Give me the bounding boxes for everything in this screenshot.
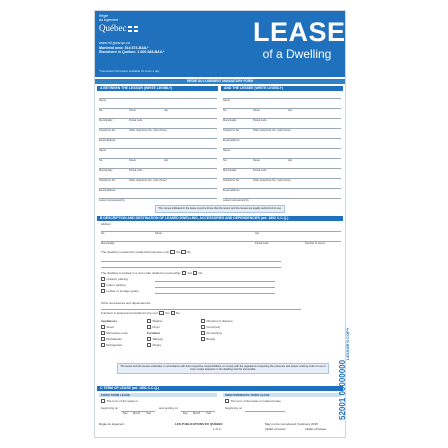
lessor-email-label: Email address	[99, 139, 116, 142]
quebec-wordmark: Québec	[99, 23, 127, 33]
lessee-telephone-label: Telephone No.	[223, 129, 240, 132]
lessee-name-field[interactable]	[223, 98, 341, 99]
lessor-email-2-field[interactable]	[99, 188, 217, 189]
coownership-yes-checkbox[interactable]	[182, 271, 186, 275]
coownership-text: The dwelling is located in a unit under divided co-ownership.	[101, 271, 182, 275]
armchair-checkbox[interactable]	[201, 331, 205, 335]
couch-checkbox[interactable]	[201, 325, 205, 329]
indeterminate-start-date-field[interactable]	[245, 411, 285, 412]
automated-notice: *Automated information available 24 hours a day	[99, 69, 160, 73]
mandatory-form-banner: RÉGIE DU LOGEMENT MANDATORY FORM	[95, 79, 345, 84]
armchair-row	[201, 331, 222, 335]
indeterminate-text: The term of the lease is indeterminate,	[230, 399, 282, 403]
footer	[95, 421, 345, 437]
lessor-no-label: No.	[99, 109, 104, 112]
lessee-postal-label: Postal code	[253, 119, 267, 122]
appliances-grid	[101, 319, 341, 361]
lessor-municipality-2-label: Municipality	[99, 169, 113, 172]
coownership-yes-label: Yes	[187, 271, 193, 275]
address-field[interactable]	[101, 231, 341, 232]
fridge-checkbox[interactable]	[101, 343, 105, 347]
bed-label: Bed(s)	[206, 337, 216, 341]
b-municipality-label: Municipality	[101, 242, 115, 245]
lessee-name-label: Name	[223, 99, 230, 102]
micro-checkbox[interactable]	[101, 331, 105, 335]
lessor-postal-2-label: Postal code	[129, 169, 143, 172]
lessor-municipality-field[interactable]	[99, 118, 217, 119]
fixed-start-month-label: Month	[133, 412, 141, 415]
furniture-yes-label: Yes	[164, 311, 170, 315]
dresser-label: Chest(s) of drawers	[206, 319, 233, 323]
coownership-no-label: No	[198, 271, 203, 275]
dryer-row	[147, 325, 160, 329]
fixed-end-day-label: Day	[183, 412, 188, 415]
fleurdelise-flag-icon	[128, 26, 138, 32]
section-b-note: The lessor and the lessee undertake, in accordance with their respective responsibilities, to comply with the regulations respecting the presence and proper working order of one or more smoke detectors in the dwelling and the immovable.	[117, 363, 329, 374]
lessee-no-field[interactable]	[223, 108, 341, 109]
fixed-beginning-label: beginning on	[101, 406, 119, 410]
dryer-label: Dryer	[152, 325, 160, 329]
lessor-email-field[interactable]	[99, 138, 217, 139]
residential-no-label: No	[186, 250, 191, 254]
stove-checkbox[interactable]	[101, 325, 105, 329]
fixed-start-day-label: Day	[123, 412, 128, 415]
page-subtitle: of a Dwelling	[262, 47, 332, 61]
section-c-bar: C TERM OF LEASE (art. 1851 C.C.Q.)	[97, 386, 343, 391]
table-row	[147, 337, 163, 341]
contact-info	[99, 41, 164, 55]
lessee-street-2-label: Street	[253, 159, 260, 162]
lessor-telephone-2-label: Telephone No.	[99, 179, 116, 182]
bed-row	[201, 337, 215, 341]
couch-label: Couch(es)	[206, 325, 221, 329]
address-label: Address	[101, 223, 111, 226]
locker-checkbox[interactable]	[101, 289, 105, 293]
micro-label: Microwave oven	[106, 331, 129, 335]
lessor-apt-label: Apt.	[164, 109, 169, 112]
dish-row	[101, 337, 122, 341]
lessor-postal-label: Postal code	[129, 119, 143, 122]
elsewhere-phone: Elsewhere in Québec: 1 800 683-BAIL*	[99, 50, 165, 55]
lessee-represented-by-label: Lessor represented by	[223, 199, 249, 202]
section-a-note: The names indicated in the lease must be those that the lessor and the lessee are legally authorized to use.	[155, 205, 285, 213]
furn-row	[147, 331, 160, 335]
lessee-email-2-field[interactable]	[223, 188, 341, 189]
fixed-end-year-label: Year	[206, 412, 212, 415]
lessor-email-2-label: Email address	[99, 189, 116, 192]
residential-yes-checkbox[interactable]	[170, 250, 174, 254]
lessee-municipality-label: Municipality	[223, 119, 237, 122]
lessee-municipality-field[interactable]	[223, 118, 341, 119]
fridge-label: Refrigerator	[106, 343, 123, 347]
micro-row	[101, 331, 128, 335]
fixed-term-bar: FIXED TERM LEASE	[99, 393, 217, 397]
header	[95, 11, 345, 77]
fixed-term-checkbox[interactable]	[101, 399, 105, 403]
lessee-email-label: Email address	[223, 139, 240, 142]
b-no-label: No.	[101, 232, 106, 235]
lessee-email-field[interactable]	[223, 138, 341, 139]
lessee-email-2-label: Email address	[223, 189, 240, 192]
section-a-lessee-bar: AND THE LESSEE (WRITE LEGIBLY)	[221, 86, 343, 91]
lessor-fields	[99, 93, 217, 203]
indoor-parking-label: Indoor parking	[106, 283, 126, 287]
dresser-row	[201, 319, 233, 323]
lessor-no-2-field[interactable]	[99, 158, 217, 159]
fixed-term-text: The term of the lease is	[106, 399, 138, 403]
b-street-label: Street	[155, 232, 162, 235]
washer-checkbox[interactable]	[147, 319, 151, 323]
page-title: LEASE	[253, 17, 346, 47]
furniture-no-checkbox[interactable]	[171, 311, 175, 315]
lessor-other-phone-label: Other telephone No. (cell phone)	[129, 129, 167, 132]
bed-checkbox[interactable]	[201, 337, 205, 341]
table-label: Table(s)	[152, 337, 164, 341]
chairs-checkbox[interactable]	[147, 343, 151, 347]
indeterminate-term-bar: INDETERMINATE TERM LEASE	[223, 393, 341, 397]
other-accessories-field[interactable]	[101, 309, 301, 310]
montreal-phone: Montréal area: 514 873-BAIL*	[99, 45, 149, 50]
couch-row	[201, 325, 220, 329]
lessor-telephone-label: Telephone No.	[99, 129, 116, 132]
washer-row	[147, 319, 163, 323]
copy-label: LESSOR'S COPY	[345, 327, 350, 360]
lessor-municipality-label: Municipality	[99, 119, 113, 122]
armchair-label: Armchair(s)	[206, 331, 222, 335]
furniture-no-label: No	[175, 311, 180, 315]
residential-text: The dwelling is leased for residential purposes only.	[101, 250, 170, 254]
initials-lessee-label: Initials of lessee	[305, 427, 327, 431]
lessee-no-label: No.	[223, 109, 228, 112]
lessor-name-label: Name	[99, 99, 106, 102]
stove-label: Stove	[106, 325, 115, 329]
locker-detail-field[interactable]	[155, 293, 275, 294]
washer-label: Washer	[152, 319, 163, 323]
chairs-label: Chairs	[152, 343, 162, 347]
fridge-row	[101, 343, 122, 347]
lessee-apt-2-label: Apt.	[288, 159, 293, 162]
b-postal-label: Postal code	[255, 242, 269, 245]
lessor-municipality-2-field[interactable]	[99, 168, 217, 169]
lessor-street-label: Street	[129, 109, 136, 112]
lessee-other-phone-2-label: Other telephone No. (cell phone)	[253, 179, 291, 182]
dryer-checkbox[interactable]	[147, 325, 151, 329]
lessor-street-2-label: Street	[129, 159, 136, 162]
indoor-parking-checkbox[interactable]	[101, 283, 105, 287]
appliances-row	[101, 319, 117, 323]
footer-page: 1 of 4	[213, 427, 221, 431]
lessor-apt-2-label: Apt.	[164, 159, 169, 162]
coownership-no-checkbox[interactable]	[193, 271, 197, 275]
lessor-name-field[interactable]	[99, 98, 217, 99]
indeterminate-checkbox[interactable]	[225, 399, 229, 403]
lessee-no-2-field[interactable]	[223, 158, 341, 159]
residential-no-checkbox[interactable]	[181, 250, 185, 254]
title-block	[253, 17, 346, 71]
lessee-telephone-2-label: Telephone No.	[223, 179, 240, 182]
regie-line-1: Régie	[99, 14, 109, 18]
lessee-no-2-label: No.	[223, 159, 228, 162]
lessor-represented-by-label: Lessor represented by	[99, 199, 125, 202]
locker-label: Locker or storage space	[106, 289, 139, 293]
rooms-label: Number of rooms	[305, 242, 326, 245]
dish-checkbox[interactable]	[101, 337, 105, 341]
lessor-no-2-label: No.	[99, 159, 104, 162]
parking-spaces-field[interactable]	[155, 281, 275, 282]
regie-line-2: du logement	[99, 18, 119, 22]
table-checkbox[interactable]	[147, 337, 151, 341]
quebec-logo	[99, 14, 138, 33]
other-accessories-label: Other accessories and dependencies	[101, 301, 151, 305]
section-a-lessor-bar: A BETWEEN THE LESSOR (WRITE LEGIBLY)	[97, 86, 218, 91]
lessee-street-label: Street	[253, 109, 260, 112]
lessor-other-phone-2-label: Other telephone No. (cell phone)	[129, 179, 167, 182]
footer-left: Régie du logement	[99, 422, 125, 426]
dresser-checkbox[interactable]	[201, 319, 205, 323]
footer-right: May not be reproduced | February 2015	[265, 422, 318, 426]
chairs-row	[147, 343, 161, 347]
lessee-municipality-2-label: Municipality	[223, 169, 237, 172]
outdoor-parking-checkbox[interactable]	[101, 277, 105, 281]
lessee-municipality-2-field[interactable]	[223, 168, 341, 169]
outdoor-parking-label: Outdoor parking	[106, 277, 128, 281]
residential-yes-label: Yes	[175, 250, 181, 254]
website-link[interactable]: www.rdl.gouv.qc.ca	[99, 41, 130, 45]
initials-lessor-label: Initials of lessor	[265, 427, 286, 431]
section-b-bar: B DESCRIPTION AND DESTINATION OF LEASED DWELLING, ACCESSORIES AND DEPENDENCIES (art. 1892 C.C.Q.)	[97, 216, 343, 221]
appliances-label: Appliances	[101, 319, 118, 323]
indoor-spaces-field[interactable]	[155, 287, 275, 288]
fixed-end-month-label: Month	[193, 412, 201, 415]
lessee-apt-label: Apt.	[288, 109, 293, 112]
lessor-name-2-field[interactable]	[99, 148, 217, 149]
indeterminate-beginning-label: beginning on	[225, 406, 243, 410]
fixed-start-year-label: Year	[146, 412, 152, 415]
fixed-ending-label: and ending on	[159, 406, 179, 410]
b-apt-label: Apt.	[255, 232, 260, 235]
form-serial-number: 52001 00000000	[338, 359, 347, 420]
lease-form-page	[94, 10, 346, 438]
lessee-fields	[223, 93, 341, 203]
furn-label: Furniture	[147, 331, 161, 335]
furniture-text: Furniture is leased and included in the rent.	[101, 311, 159, 315]
lessee-postal-2-label: Postal code	[253, 169, 267, 172]
lessee-other-phone-label: Other telephone No. (cell phone)	[253, 129, 291, 132]
lessor-name-2-label: Name	[99, 149, 106, 152]
stove-row	[101, 325, 114, 329]
residential-detail-line-2[interactable]	[101, 267, 281, 268]
furniture-yes-checkbox[interactable]	[159, 311, 163, 315]
lessee-name-2-field[interactable]	[223, 148, 341, 149]
lessee-name-2-label: Name	[223, 149, 230, 152]
residential-detail-line[interactable]	[101, 261, 281, 262]
dish-label: Dishwasher	[106, 337, 123, 341]
footer-publisher: LES PUBLICATIONS DU QUÉBEC	[175, 422, 223, 426]
side-code	[338, 300, 352, 420]
lessor-no-field[interactable]	[99, 108, 217, 109]
